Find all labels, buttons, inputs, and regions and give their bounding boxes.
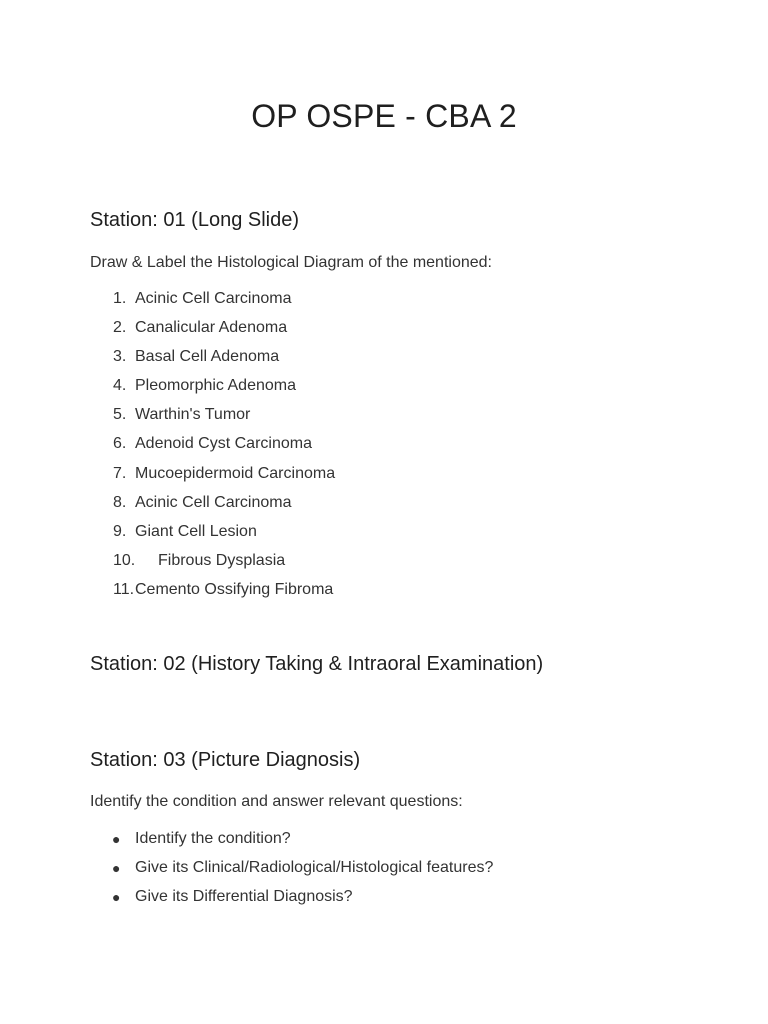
station-02-heading: Station: 02 (History Taking & Intraoral Examination) [90, 653, 544, 675]
list-item-text: Give its Differential Diagnosis? [135, 888, 353, 906]
list-item-number: 1. [113, 290, 127, 307]
bullet-icon: ● [112, 831, 121, 847]
station-03-instruction: Identify the condition and answer relevant questions: [90, 793, 463, 810]
bullet-icon: ● [112, 860, 121, 877]
list-item-text: Canalicular Adenoma [135, 319, 288, 337]
list-item-number: 2. [113, 319, 127, 337]
list-item-text: Basal Cell Adenoma [135, 348, 280, 366]
list-item-text: Pleomorphic Adenoma [135, 377, 296, 395]
bullet-icon: ● [112, 889, 121, 906]
list-item-text: Identify the condition? [135, 830, 291, 847]
list-item-number: 6. [113, 435, 127, 453]
list-item-text: Acinic Cell Carcinoma [135, 290, 292, 307]
list-item-number: 3. [113, 348, 127, 366]
list-item-number: 4. [113, 377, 127, 395]
list-item-text: Giant Cell Lesion [135, 522, 257, 540]
list-item-text: Warthin's Tumor [135, 406, 251, 424]
station-03-heading: Station: 03 (Picture Diagnosis) [90, 749, 361, 771]
list-item-text: Give its Clinical/Radiological/Histological features? [135, 859, 494, 877]
list-item-number: 11. [113, 580, 135, 598]
list-item-text: Fibrous Dysplasia [158, 551, 286, 569]
list-item-number: 5. [113, 406, 127, 424]
list-item-text: Adenoid Cyst Carcinoma [135, 435, 312, 453]
list-item-number: 10. [113, 551, 136, 569]
list-item-text: Acinic Cell Carcinoma [135, 493, 292, 511]
list-item-number: 7. [113, 464, 127, 482]
station-01-heading: Station: 01 (Long Slide) [90, 209, 300, 231]
list-item-number: 8. [113, 493, 127, 511]
list-item-text: Cemento Ossifying Fibroma [135, 580, 334, 598]
list-item-number: 9. [113, 522, 127, 540]
station-01-instruction: Draw & Label the Histological Diagram of the mentioned: [90, 254, 492, 271]
list-item-text: Mucoepidermoid Carcinoma [135, 464, 336, 482]
document-title: OP OSPE - CBA 2 [251, 98, 517, 134]
